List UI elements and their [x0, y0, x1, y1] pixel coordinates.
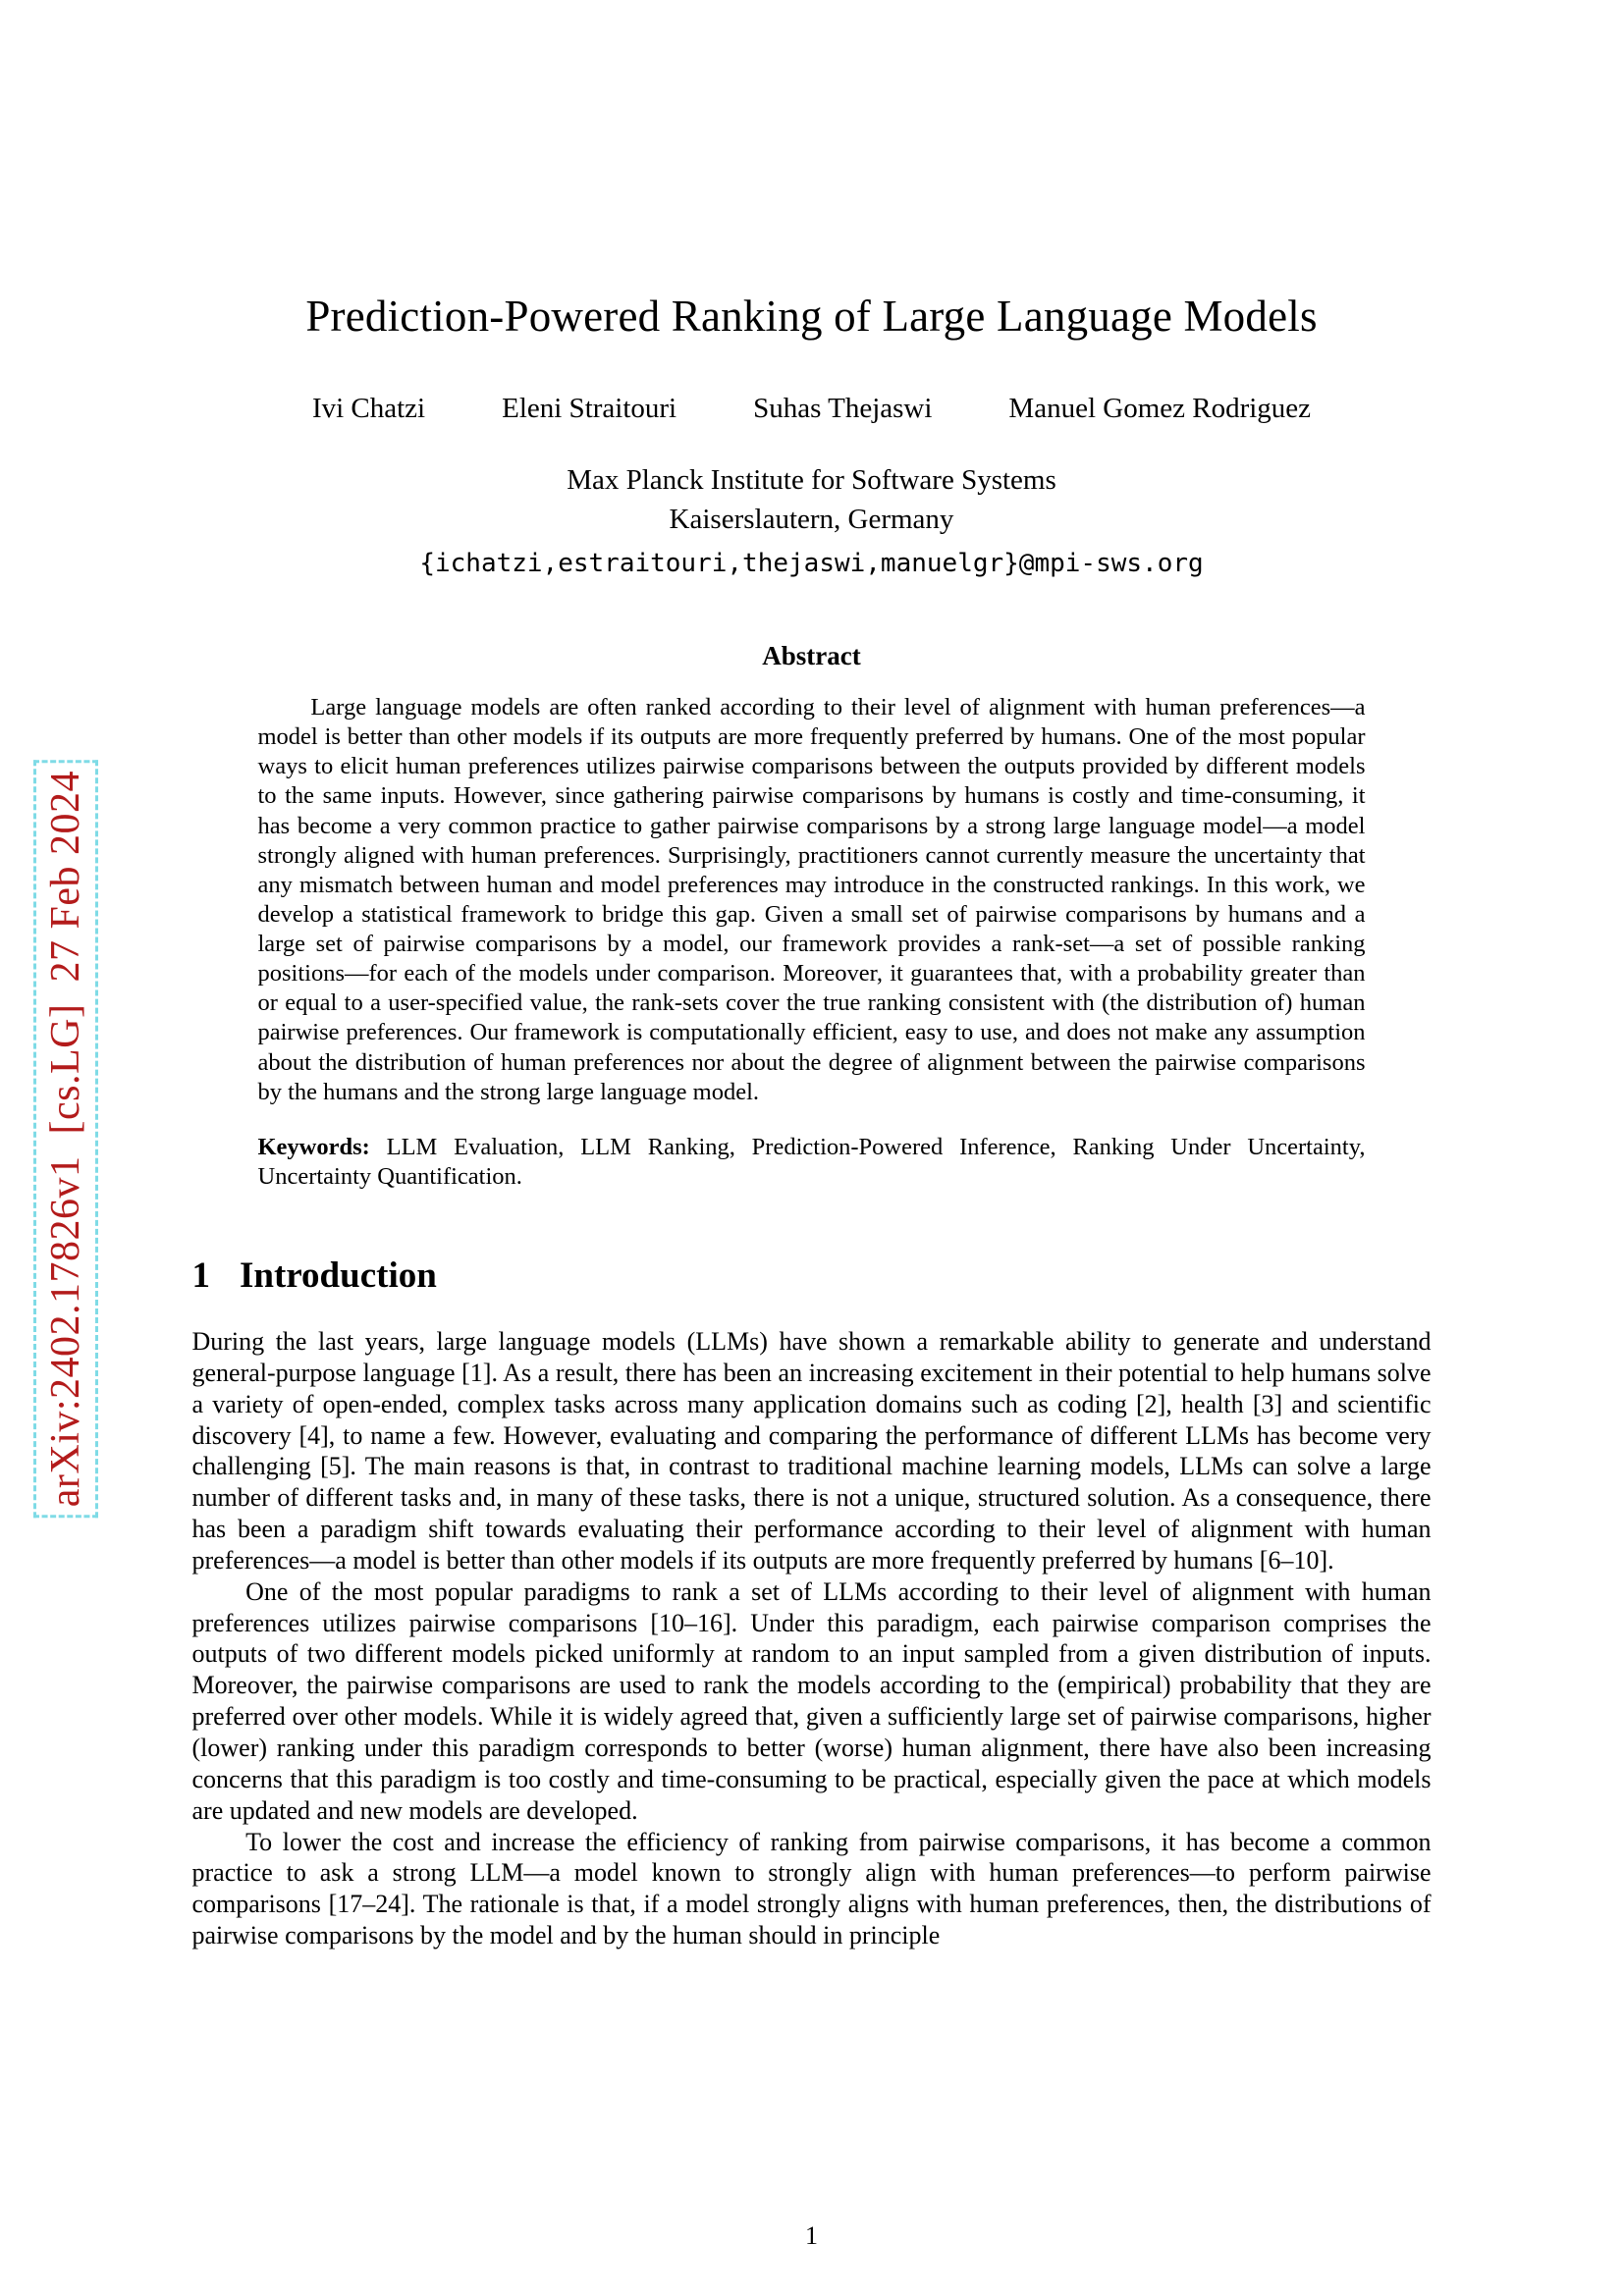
introduction-body: [192, 1326, 1432, 1951]
authors-email: {ichatzi,estraitouri,thejaswi,manuelgr}@mpi-sws.org: [419, 549, 1204, 579]
paragraph: One of the most popular paradigms to rank a set of LLMs according to their level of alignment with human preferences utilizes pairwise comparisons [10–16]. Under this paradigm, each pairwise comparison comprises the outputs of two different models picked uniformly at random to an input sampled from a given distribution of inputs. Moreover, the pairwise comparisons are used to rank the models according to the (empirical) probability that they are preferred over other models. While it is widely agreed that, given a sufficiently large set of pairwise comparisons, higher (lower) ranking under this paradigm corresponds to better (worse) human alignment, there have also been increasing concerns that this paradigm is too costly and time-consuming to be practical, especially given the pace at which models are updated and new models are developed.: [191, 1576, 1432, 1825]
page-number: 1: [805, 2221, 818, 2250]
author-name: Manuel Gomez Rodriguez: [1008, 393, 1312, 424]
keywords-line: [258, 1133, 1366, 1192]
abstract-heading: Abstract: [762, 641, 861, 671]
author-name: Suhas Thejaswi: [753, 393, 933, 424]
section-number: 1: [191, 1255, 210, 1297]
paragraph: To lower the cost and increase the efficiency of ranking from pairwise comparisons, it has become a common practice to ask a strong LLM—a model known to strongly align with human preferences—to perform pairwise comparisons [17–24]. The rationale is that, if a model strongly aligns with human preferences, then, the distributions of pairwise comparisons by the model and by the human should in principle: [191, 1827, 1432, 1950]
paper-title: Prediction-Powered Ranking of Large Language Models: [305, 292, 1318, 341]
keywords-text: LLM Evaluation, LLM Ranking, Prediction-Powered Inference, Ranking Under Uncertainty, Uncertainty Quantification.: [257, 1133, 1366, 1190]
author-name: Ivi Chatzi: [311, 393, 426, 424]
authors-row: [192, 393, 1432, 425]
paragraph: During the last years, large language models (LLMs) have shown a remarkable ability to generate and understand general-purpose language [1]. As a result, there has been an increasing excitement in their potential to help humans solve a variety of open-ended, complex tasks across many application domains such as coding [2], health [3] and scientific discovery [4], to name a few. However, evaluating and comparing the performance of different LLMs has become very challenging [5]. The main reasons is that, in contrast to traditional machine learning models, LLMs can solve a large number of different tasks and, in many of these tasks, there is not a unique, structured solution. As a consequence, there has been a paradigm shift towards evaluating their performance according to their level of alignment with human preferences—a model is better than other models if its outputs are more frequently preferred by humans [6–10].: [191, 1327, 1432, 1575]
author-name: Eleni Straitouri: [502, 393, 677, 424]
arxiv-watermark: [33, 652, 98, 1626]
section-title: Introduction: [240, 1255, 437, 1297]
paper-content: [192, 0, 1432, 1951]
abstract-text: Large language models are often ranked according to their level of alignment with human preferences—a model is better than other models if its outputs are more frequently preferred by humans. One of the most popular ways to elicit human preferences utilizes pairwise comparisons between the outputs provided by different models to the same inputs. However, since gathering pairwise comparisons by humans is costly and time-consuming, it has become a very common practice to gather pairwise comparisons by a strong large language model—a model strongly aligned with human preferences. Surprisingly, practitioners cannot currently measure the uncertainty that any mismatch between human and model preferences may introduce in the constructed rankings. In this work, we develop a statistical framework to bridge this gap. Given a small set of pairwise comparisons by humans and a large set of pairwise comparisons by a model, our framework provides a rank-set—a set of possible ranking positions—for each of the models under comparison. Moreover, it guarantees that, with a probability greater than or equal to a user-specified value, the rank-sets cover the true ranking consistent with (the distribution of) human pairwise preferences. Our framework is computationally efficient, easy to use, and does not make any assumption about the distribution of human preferences nor about the degree of alignment between the pairwise comparisons by the humans and the strong large language model.: [257, 694, 1366, 1105]
affiliation-location: Kaiserslautern, Germany: [669, 504, 954, 536]
affiliation-institute: Max Planck Institute for Software Systems: [567, 464, 1056, 496]
section-1-heading: [192, 1255, 1432, 1297]
keywords-label: Keywords:: [257, 1133, 370, 1160]
arxiv-watermark-text: arXiv:2402.17826v1 [cs.LG] 27 Feb 2024: [33, 760, 98, 1518]
